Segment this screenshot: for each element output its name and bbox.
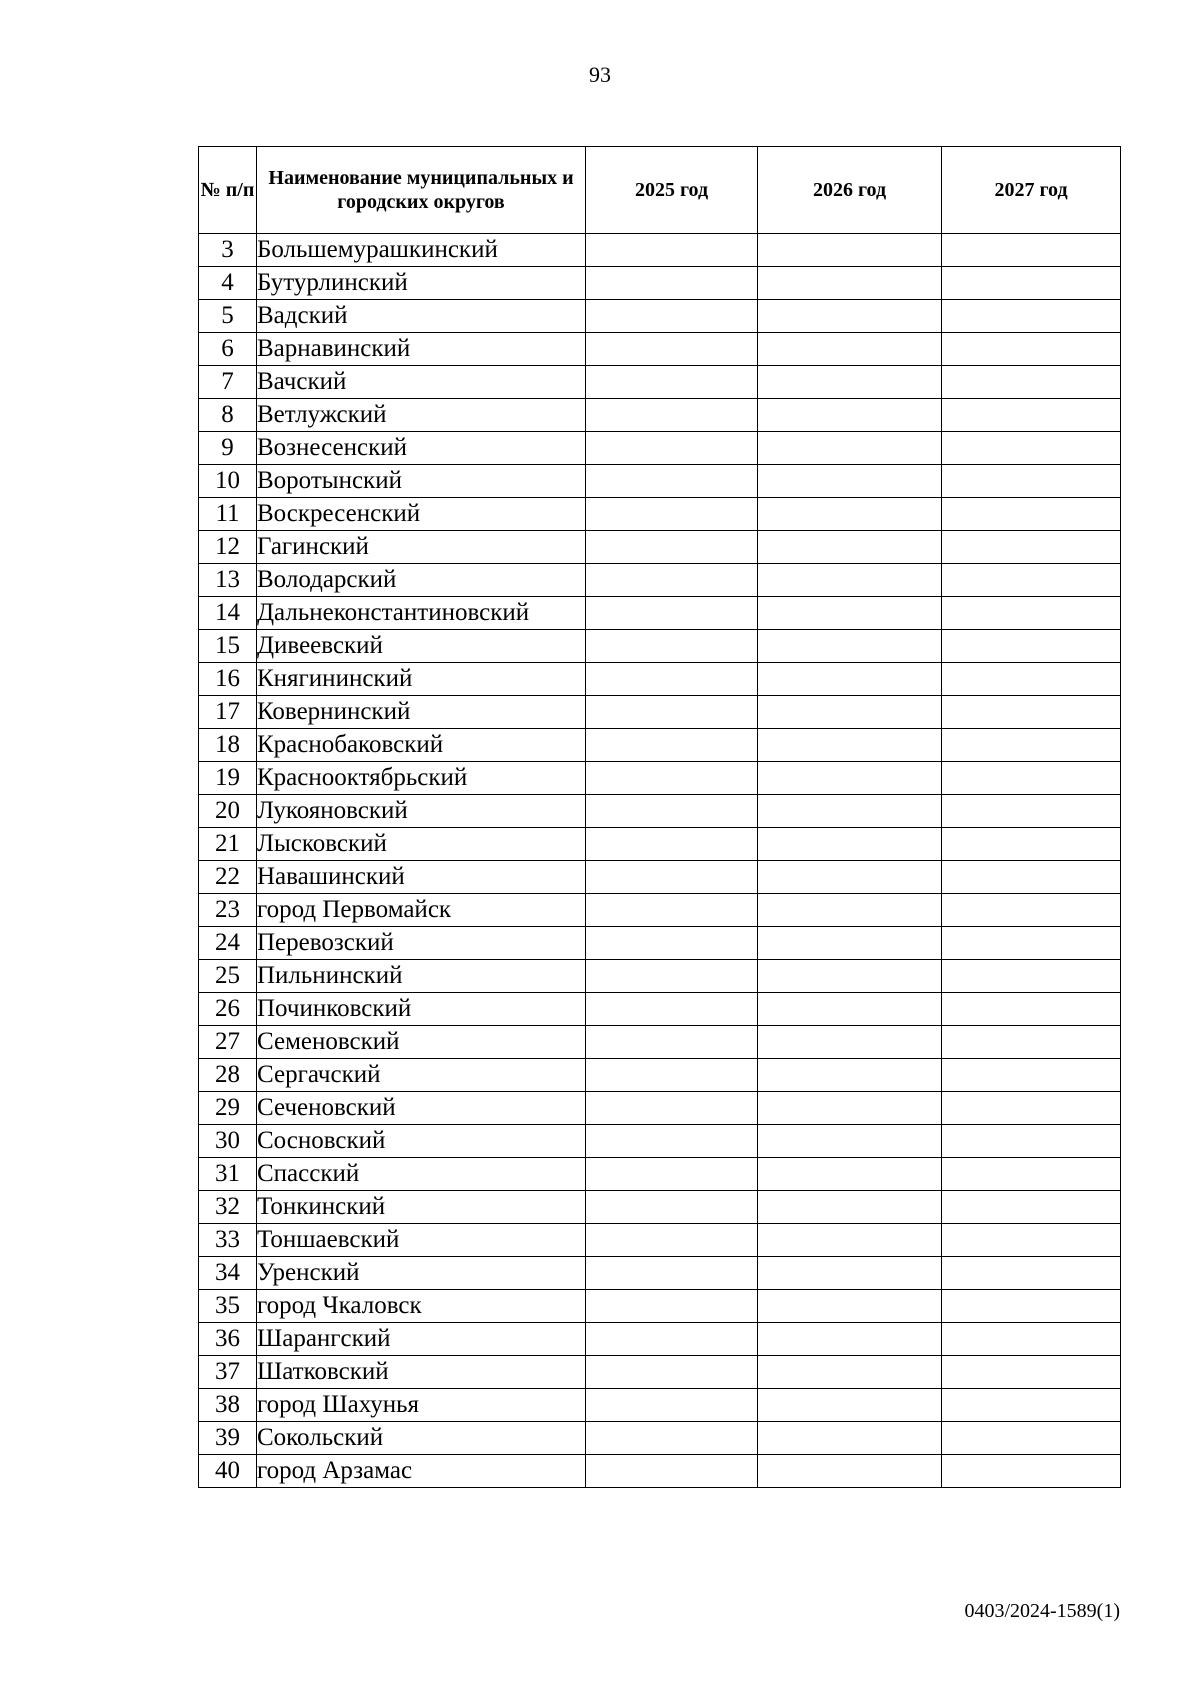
row-number: 18	[199, 729, 257, 762]
cell-2025	[586, 1290, 758, 1323]
row-number: 26	[199, 993, 257, 1026]
cell-2027	[942, 861, 1121, 894]
table-row	[199, 1422, 1121, 1455]
municipal-table	[198, 146, 1121, 1488]
cell-2025	[586, 1224, 758, 1257]
table-row	[199, 894, 1121, 927]
cell-2025	[586, 696, 758, 729]
table-row	[199, 762, 1121, 795]
row-number: 24	[199, 927, 257, 960]
cell-2026	[758, 564, 942, 597]
row-number: 8	[199, 399, 257, 432]
cell-2026	[758, 1290, 942, 1323]
table-row	[199, 366, 1121, 399]
header-2025: 2025 год	[586, 147, 758, 234]
row-number: 23	[199, 894, 257, 927]
district-name: Перевозский	[257, 927, 586, 960]
district-name: город Чкаловск	[257, 1290, 586, 1323]
district-name: Вознесенский	[257, 432, 586, 465]
cell-2027	[942, 1158, 1121, 1191]
cell-2026	[758, 1092, 942, 1125]
row-number: 6	[199, 333, 257, 366]
row-number: 27	[199, 1026, 257, 1059]
cell-2025	[586, 993, 758, 1026]
cell-2027	[942, 531, 1121, 564]
cell-2025	[586, 465, 758, 498]
cell-2026	[758, 1059, 942, 1092]
row-number: 32	[199, 1191, 257, 1224]
table-row	[199, 531, 1121, 564]
table-row	[199, 1290, 1121, 1323]
cell-2027	[942, 333, 1121, 366]
cell-2026	[758, 993, 942, 1026]
district-name: Семеновский	[257, 1026, 586, 1059]
cell-2026	[758, 333, 942, 366]
table-row	[199, 1323, 1121, 1356]
cell-2026	[758, 663, 942, 696]
cell-2027	[942, 300, 1121, 333]
district-name: Большемурашкинский	[257, 234, 586, 267]
district-name: Бутурлинский	[257, 267, 586, 300]
row-number: 10	[199, 465, 257, 498]
table-row	[199, 1125, 1121, 1158]
cell-2027	[942, 1224, 1121, 1257]
table-row	[199, 1356, 1121, 1389]
cell-2026	[758, 234, 942, 267]
row-number: 34	[199, 1257, 257, 1290]
cell-2025	[586, 960, 758, 993]
page-number: 93	[589, 62, 611, 87]
district-name: Сергачский	[257, 1059, 586, 1092]
row-number: 5	[199, 300, 257, 333]
row-number: 20	[199, 795, 257, 828]
cell-2026	[758, 1191, 942, 1224]
cell-2026	[758, 630, 942, 663]
cell-2026	[758, 795, 942, 828]
cell-2025	[586, 1125, 758, 1158]
cell-2027	[942, 630, 1121, 663]
row-number: 9	[199, 432, 257, 465]
cell-2026	[758, 465, 942, 498]
cell-2025	[586, 729, 758, 762]
cell-2026	[758, 1125, 942, 1158]
cell-2025	[586, 1257, 758, 1290]
district-name: город Первомайск	[257, 894, 586, 927]
district-name: Варнавинский	[257, 333, 586, 366]
table-row	[199, 300, 1121, 333]
cell-2025	[586, 498, 758, 531]
row-number: 12	[199, 531, 257, 564]
cell-2025	[586, 366, 758, 399]
cell-2027	[942, 1026, 1121, 1059]
cell-2026	[758, 1323, 942, 1356]
table-row	[199, 663, 1121, 696]
cell-2027	[942, 597, 1121, 630]
cell-2026	[758, 1389, 942, 1422]
cell-2026	[758, 828, 942, 861]
district-name: Лысковский	[257, 828, 586, 861]
table-row	[199, 267, 1121, 300]
district-name: Спасский	[257, 1158, 586, 1191]
cell-2026	[758, 1158, 942, 1191]
table-body	[199, 234, 1121, 1488]
cell-2026	[758, 531, 942, 564]
row-number: 19	[199, 762, 257, 795]
cell-2026	[758, 1455, 942, 1488]
cell-2027	[942, 1257, 1121, 1290]
cell-2027	[942, 1290, 1121, 1323]
row-number: 22	[199, 861, 257, 894]
table-row	[199, 927, 1121, 960]
cell-2026	[758, 861, 942, 894]
table-row	[199, 1026, 1121, 1059]
district-name: Володарский	[257, 564, 586, 597]
table-row	[199, 1224, 1121, 1257]
row-number: 35	[199, 1290, 257, 1323]
district-name: Сокольский	[257, 1422, 586, 1455]
cell-2027	[942, 993, 1121, 1026]
row-number: 38	[199, 1389, 257, 1422]
table-row	[199, 993, 1121, 1026]
row-number: 13	[199, 564, 257, 597]
cell-2027	[942, 1059, 1121, 1092]
cell-2027	[942, 234, 1121, 267]
cell-2027	[942, 1356, 1121, 1389]
cell-2027	[942, 1125, 1121, 1158]
cell-2026	[758, 1356, 942, 1389]
cell-2027	[942, 729, 1121, 762]
cell-2026	[758, 1422, 942, 1455]
district-name: Краснооктябрьский	[257, 762, 586, 795]
cell-2025	[586, 1422, 758, 1455]
cell-2027	[942, 1389, 1121, 1422]
table-row	[199, 1257, 1121, 1290]
cell-2025	[586, 894, 758, 927]
district-name: Княгининский	[257, 663, 586, 696]
district-name: Уренский	[257, 1257, 586, 1290]
row-number: 37	[199, 1356, 257, 1389]
cell-2026	[758, 960, 942, 993]
district-name: Краснобаковский	[257, 729, 586, 762]
cell-2025	[586, 861, 758, 894]
cell-2025	[586, 630, 758, 663]
row-number: 21	[199, 828, 257, 861]
cell-2027	[942, 399, 1121, 432]
table-row	[199, 498, 1121, 531]
row-number: 30	[199, 1125, 257, 1158]
district-name: Вадский	[257, 300, 586, 333]
table-row	[199, 597, 1121, 630]
cell-2027	[942, 1455, 1121, 1488]
table-row	[199, 234, 1121, 267]
cell-2026	[758, 729, 942, 762]
cell-2027	[942, 960, 1121, 993]
cell-2026	[758, 399, 942, 432]
row-number: 16	[199, 663, 257, 696]
cell-2027	[942, 267, 1121, 300]
district-name: Ветлужский	[257, 399, 586, 432]
district-name: город Шахунья	[257, 1389, 586, 1422]
row-number: 4	[199, 267, 257, 300]
cell-2027	[942, 762, 1121, 795]
cell-2027	[942, 828, 1121, 861]
district-name: Шарангский	[257, 1323, 586, 1356]
table-row	[199, 1389, 1121, 1422]
cell-2026	[758, 267, 942, 300]
cell-2027	[942, 795, 1121, 828]
cell-2025	[586, 927, 758, 960]
table-row	[199, 1191, 1121, 1224]
cell-2025	[586, 1026, 758, 1059]
cell-2027	[942, 366, 1121, 399]
document-code: 0403/2024-1589(1)	[964, 1600, 1120, 1622]
district-name: Дивеевский	[257, 630, 586, 663]
table-row	[199, 333, 1121, 366]
row-number: 39	[199, 1422, 257, 1455]
row-number: 15	[199, 630, 257, 663]
cell-2026	[758, 696, 942, 729]
row-number: 31	[199, 1158, 257, 1191]
district-name: Ковернинский	[257, 696, 586, 729]
table-row	[199, 861, 1121, 894]
district-name: Пильнинский	[257, 960, 586, 993]
district-name: Вачский	[257, 366, 586, 399]
cell-2026	[758, 366, 942, 399]
district-name: Навашинский	[257, 861, 586, 894]
cell-2027	[942, 894, 1121, 927]
cell-2025	[586, 432, 758, 465]
cell-2026	[758, 1224, 942, 1257]
cell-2025	[586, 267, 758, 300]
cell-2025	[586, 663, 758, 696]
cell-2025	[586, 1356, 758, 1389]
row-number: 7	[199, 366, 257, 399]
cell-2025	[586, 762, 758, 795]
table-row	[199, 630, 1121, 663]
header-num: № п/п	[199, 147, 257, 234]
district-name: Гагинский	[257, 531, 586, 564]
district-name: Сеченовский	[257, 1092, 586, 1125]
table-row	[199, 1455, 1121, 1488]
table-row	[199, 828, 1121, 861]
row-number: 25	[199, 960, 257, 993]
table-row	[199, 960, 1121, 993]
header-2027: 2027 год	[942, 147, 1121, 234]
cell-2027	[942, 1422, 1121, 1455]
cell-2026	[758, 762, 942, 795]
cell-2027	[942, 927, 1121, 960]
row-number: 33	[199, 1224, 257, 1257]
table-row	[199, 399, 1121, 432]
cell-2025	[586, 1059, 758, 1092]
cell-2025	[586, 1191, 758, 1224]
district-name: Воскресенский	[257, 498, 586, 531]
table-row	[199, 465, 1121, 498]
cell-2026	[758, 300, 942, 333]
table-row	[199, 564, 1121, 597]
row-number: 40	[199, 1455, 257, 1488]
district-name: Тонкинский	[257, 1191, 586, 1224]
district-name: Шатковский	[257, 1356, 586, 1389]
cell-2027	[942, 1191, 1121, 1224]
table-row	[199, 795, 1121, 828]
cell-2025	[586, 1092, 758, 1125]
cell-2025	[586, 531, 758, 564]
cell-2026	[758, 1026, 942, 1059]
district-name: Лукояновский	[257, 795, 586, 828]
cell-2026	[758, 894, 942, 927]
district-name: город Арзамас	[257, 1455, 586, 1488]
row-number: 17	[199, 696, 257, 729]
table-row	[199, 432, 1121, 465]
cell-2025	[586, 1323, 758, 1356]
cell-2025	[586, 828, 758, 861]
row-number: 3	[199, 234, 257, 267]
header-name: Наименование муниципальных и городских округов	[257, 147, 586, 234]
cell-2026	[758, 498, 942, 531]
row-number: 28	[199, 1059, 257, 1092]
district-name: Тоншаевский	[257, 1224, 586, 1257]
table-row	[199, 1092, 1121, 1125]
district-name: Дальнеконстантиновский	[257, 597, 586, 630]
table-header-row	[199, 147, 1121, 234]
table-row	[199, 1158, 1121, 1191]
table-row	[199, 696, 1121, 729]
district-name: Воротынский	[257, 465, 586, 498]
cell-2026	[758, 597, 942, 630]
row-number: 29	[199, 1092, 257, 1125]
row-number: 36	[199, 1323, 257, 1356]
cell-2025	[586, 333, 758, 366]
cell-2025	[586, 795, 758, 828]
cell-2027	[942, 663, 1121, 696]
row-number: 14	[199, 597, 257, 630]
cell-2027	[942, 465, 1121, 498]
cell-2025	[586, 1158, 758, 1191]
table-row	[199, 1059, 1121, 1092]
cell-2026	[758, 1257, 942, 1290]
district-name: Сосновский	[257, 1125, 586, 1158]
cell-2027	[942, 1323, 1121, 1356]
cell-2025	[586, 300, 758, 333]
row-number: 11	[199, 498, 257, 531]
cell-2027	[942, 564, 1121, 597]
cell-2025	[586, 399, 758, 432]
header-2026: 2026 год	[758, 147, 942, 234]
cell-2026	[758, 927, 942, 960]
district-name: Починковский	[257, 993, 586, 1026]
cell-2027	[942, 498, 1121, 531]
cell-2027	[942, 696, 1121, 729]
cell-2025	[586, 234, 758, 267]
cell-2025	[586, 1389, 758, 1422]
cell-2025	[586, 1455, 758, 1488]
cell-2027	[942, 1092, 1121, 1125]
cell-2026	[758, 432, 942, 465]
table-row	[199, 729, 1121, 762]
cell-2025	[586, 564, 758, 597]
cell-2025	[586, 597, 758, 630]
cell-2027	[942, 432, 1121, 465]
